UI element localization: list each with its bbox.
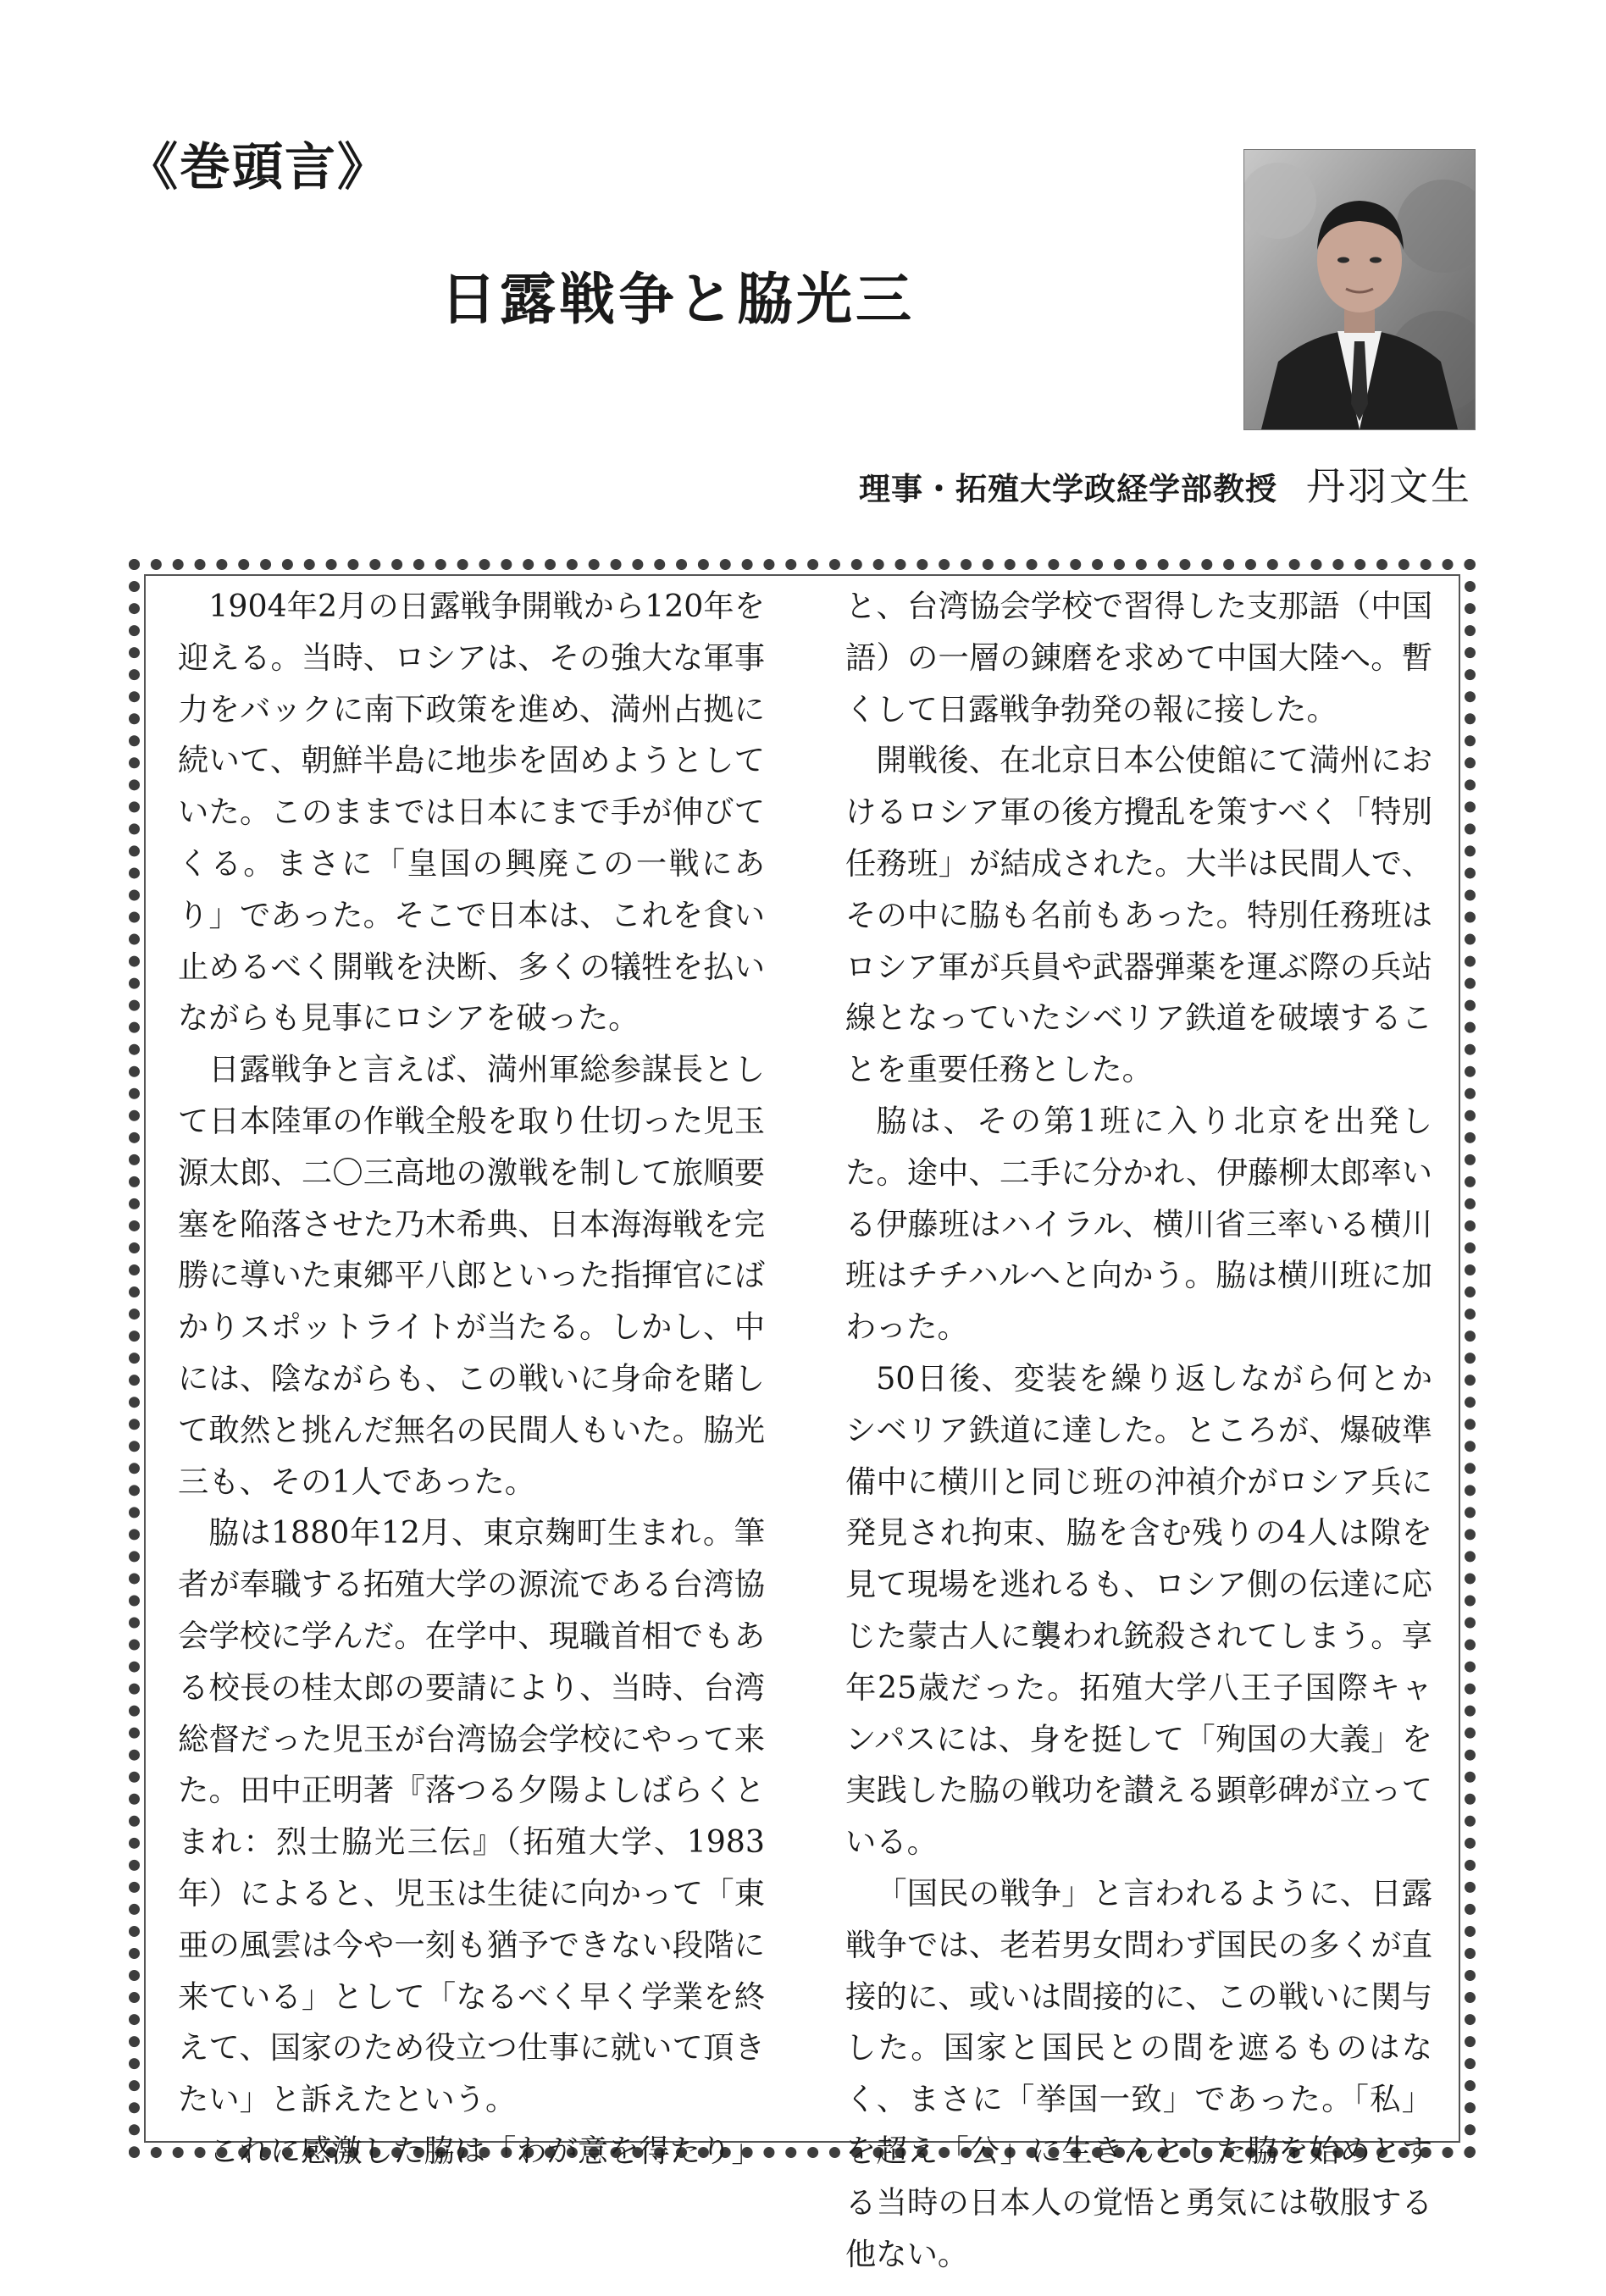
article-title: 日露戦争と脇光三 <box>440 266 915 332</box>
paragraph-continued: と、台湾協会学校で習得した支那語（中国語）の一層の錬磨を求めて中国大陸へ。暫くして日露戦争勃発の報に接した。 <box>845 588 1432 728</box>
body-column-right <box>845 581 1432 2280</box>
paragraph: 脇は1880年12月、東京麹町生まれ。筆者が奉職する拓殖大学の源流である台湾協会学校に学んだ。在学中、現職首相でもある校長の桂太郎の要請により、当時、台湾総督だった児玉が台湾協会学校にやって来た。田中正明著『落つる夕陽よしばらくとまれ：烈士脇光三伝』（拓殖大学、1983年）によると、児玉は生徒に向かって「東亜の風雲は今や一刻も猶予できない段階に来ている」として「なるべく早く学業を終えて、国家のため役立つ仕事に就いて頂きたい」と訴えたという。 <box>178 1514 765 2118</box>
paragraph: 脇は、その第1班に入り北京を出発した。途中、二手に分かれ、伊藤柳太郎率いる伊藤班はハイラル、横川省三率いる横川班はチチハルへと向かう。脇は横川班に加わった。 <box>845 1102 1432 1346</box>
series-label: 《巻頭言》 <box>127 138 390 197</box>
body-column-left <box>178 581 765 2177</box>
author-affiliation: 理事・拓殖大学政経学部教授 <box>859 471 1277 507</box>
paragraph: 1904年2月の日露戦争開戦から120年を迎える。当時、ロシアは、その強大な軍事力をバックに南下政策を進め、満州占拠に続いて、朝鮮半島に地歩を固めようとしていた。このままでは日本にまで手が伸びてくる。まさに「皇国の興廃この一戦にあり」であった。そこで日本は、これを食い止めるべく開戦を決断、多くの犠牲を払いながらも見事にロシアを破った。 <box>178 588 765 1037</box>
author-portrait <box>1243 149 1476 430</box>
author-name: 丹羽文生 <box>1306 463 1472 509</box>
paragraph: 開戦後、在北京日本公使館にて満州におけるロシア軍の後方攪乱を策すべく「特別任務班」が結成された。大半は民間人で、その中に脇も名前もあった。特別任務班はロシア軍が兵員や武器弾薬を運ぶ際の兵站線となっていたシベリア鉄道を破壊することを重要任務とした。 <box>845 742 1432 1088</box>
paragraph: 日露戦争と言えば、満州軍総参謀長として日本陸軍の作戦全般を取り仕切った児玉源太郎、二〇三高地の激戦を制して旅順要塞を陥落させた乃木希典、日本海海戦を完勝に導いた東郷平八郎といった指揮官にばかりスポットライトが当たる。しかし、中には、陰ながらも、この戦いに身命を賭して敢然と挑んだ無名の民間人もいた。脇光三も、その1人であった。 <box>178 1051 765 1500</box>
paragraph: 「国民の戦争」と言われるように、日露戦争では、老若男女問わず国民の多くが直接的に、或いは間接的に、この戦いに関与した。国家と国民との間を遮るものはなく、まさに「挙国一致」であった。「私」を超え「公」に生きんとした脇を始めとする当時の日本人の覚悟と勇気には敬服する他ない。 <box>845 1874 1432 2272</box>
paragraph: これに感激した脇は「わが意を得たり」 <box>208 2132 762 2169</box>
author-byline <box>859 456 1472 512</box>
paragraph: 50日後、変装を繰り返しながら何とかシベリア鉄道に達した。ところが、爆破準備中に横川と同じ班の沖禎介がロシア兵に発見され拘束、脇を含む残りの4人は隙を見て現場を逃れるも、ロシア側の伝達に応じた蒙古人に襲われ銃殺されてしまう。享年25歳だった。拓殖大学八王子国際キャンパスには、身を挺して「殉国の大義」を実践した脇の戦功を讃える顕彰碑が立っている。 <box>845 1359 1432 1861</box>
portrait-illustration <box>1244 150 1475 429</box>
